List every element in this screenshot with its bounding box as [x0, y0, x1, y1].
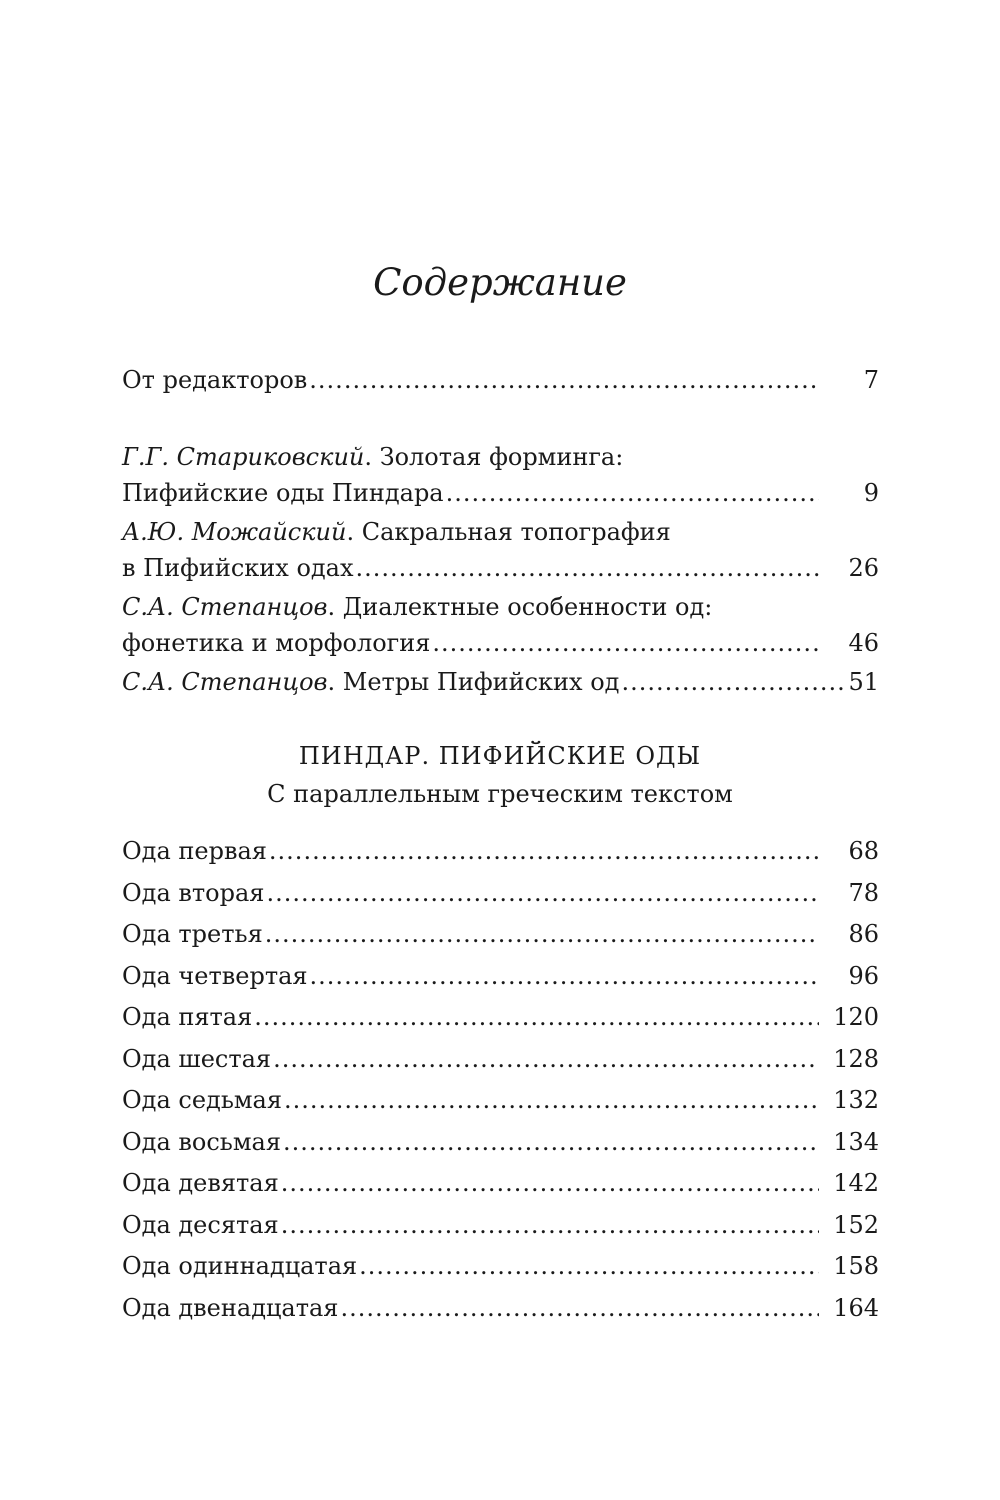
toc-entry-ode[interactable] [122, 1248, 879, 1284]
dot-leader [359, 1248, 819, 1284]
toc-page-number: 78 [848, 878, 879, 907]
toc-page-number: 128 [833, 1044, 879, 1073]
toc-entry-editors[interactable] [122, 362, 879, 398]
toc-page-number: 152 [833, 1210, 879, 1239]
dot-leader [281, 1207, 819, 1243]
toc-entry-title-cont: фонетика и морфология [122, 629, 431, 657]
toc-entry-title: Золотая форминга: [379, 443, 624, 471]
section-subtitle: С параллельным греческим текстом [267, 780, 733, 808]
toc-page-number: 132 [833, 1086, 879, 1114]
dot-leader [254, 999, 819, 1035]
toc-entry-text: Ода восьмая [122, 1127, 281, 1156]
toc-page-number: 164 [833, 1293, 879, 1322]
toc-entry-text: Ода девятая [122, 1169, 279, 1197]
page-title: Содержание [373, 261, 627, 304]
toc-entry-text: Ода первая [122, 837, 267, 865]
toc-author: С.А. Степанцов [122, 668, 328, 696]
toc-page-number: 120 [833, 1003, 879, 1031]
toc-entry-text: Ода седьмая [122, 1086, 282, 1114]
toc-entry-title: Сакральная топография [361, 518, 671, 546]
dot-leader [340, 1290, 819, 1326]
toc-entry-ode[interactable] [122, 916, 879, 952]
toc-entry-essay[interactable]: Г.Г. Стариковский. Золотая форминга: Пифийские оды Пиндара ..... 9 [122, 439, 879, 511]
toc-entry-text: Ода десятая [122, 1210, 279, 1239]
toc-page-number: 96 [848, 961, 879, 990]
toc-entry-ode[interactable] [122, 875, 879, 911]
dot-leader [269, 833, 819, 869]
toc-page-number: 9 [863, 479, 879, 507]
toc-entry-text: Ода двенадцатая [122, 1293, 339, 1322]
dot-leader [356, 550, 819, 586]
toc-entry-ode[interactable] [122, 1124, 879, 1160]
toc-entry-essay[interactable]: С.А. Степанцов. Метры Пифийских од ..... 51 [122, 664, 879, 700]
toc-entry-ode[interactable] [122, 958, 879, 994]
toc-entry-text: Ода одиннадцатая [122, 1252, 358, 1280]
toc-entry-ode[interactable] [122, 999, 879, 1035]
toc-entry-text: Ода четвертая [122, 961, 308, 990]
toc-page-number: 86 [848, 920, 879, 948]
dot-leader [432, 625, 819, 661]
toc-entry-ode[interactable] [122, 833, 879, 869]
toc-page-number: 7 [863, 366, 879, 394]
section-title: ПИНДАР. ПИФИЙСКИЕ ОДЫ [298, 742, 702, 770]
toc-page-number: 68 [848, 837, 879, 865]
toc-page-number: 46 [848, 629, 879, 657]
toc-page-number: 158 [833, 1252, 879, 1280]
toc-entry-ode[interactable] [122, 1165, 879, 1201]
dot-leader [284, 1082, 819, 1118]
toc-author: С.А. Степанцов [122, 593, 328, 621]
toc-entry-title-cont: в Пифийских одах [122, 554, 354, 582]
toc-entry-ode[interactable] [122, 1290, 879, 1326]
toc-page-number: 26 [848, 554, 879, 582]
toc-entry-title: Метры Пифийских од [342, 668, 620, 696]
toc-entry-ode[interactable] [122, 1207, 879, 1243]
dot-leader [281, 1165, 819, 1201]
dot-leader [273, 1041, 819, 1077]
toc-author: А.Ю. Можайский [122, 518, 347, 546]
toc-entry-title: Диалектные особенности од: [342, 593, 713, 621]
toc-entry-title-cont: Пифийские оды Пиндара [122, 479, 444, 507]
toc-page-number: 134 [833, 1127, 879, 1156]
toc-entry-text: Ода пятая [122, 1003, 253, 1031]
toc-entry-text: Ода третья [122, 920, 263, 948]
dot-leader [283, 1124, 819, 1160]
toc-entry-ode[interactable] [122, 1082, 879, 1118]
toc-page-number: 51 [848, 668, 879, 696]
toc-entry-essay[interactable]: А.Ю. Можайский. Сакральная топография в Пифийских одах ..... 26 [122, 514, 879, 586]
dot-leader [446, 475, 819, 511]
toc-entry-text: От редакторов [122, 366, 308, 394]
toc-entry-essay[interactable]: С.А. Степанцов. Диалектные особенности од: фонетика и морфология ..... 46 [122, 589, 879, 661]
dot-leader [265, 916, 819, 952]
toc-author: Г.Г. Стариковский [122, 443, 365, 471]
dot-leader [309, 362, 819, 398]
dot-leader [266, 875, 819, 911]
toc-entry-text: Ода вторая [122, 878, 265, 907]
toc-entry-ode[interactable] [122, 1041, 879, 1077]
toc-page-number: 142 [833, 1169, 879, 1197]
dot-leader [310, 958, 819, 994]
toc-entry-text: Ода шестая [122, 1044, 272, 1073]
dot-leader [621, 664, 846, 700]
